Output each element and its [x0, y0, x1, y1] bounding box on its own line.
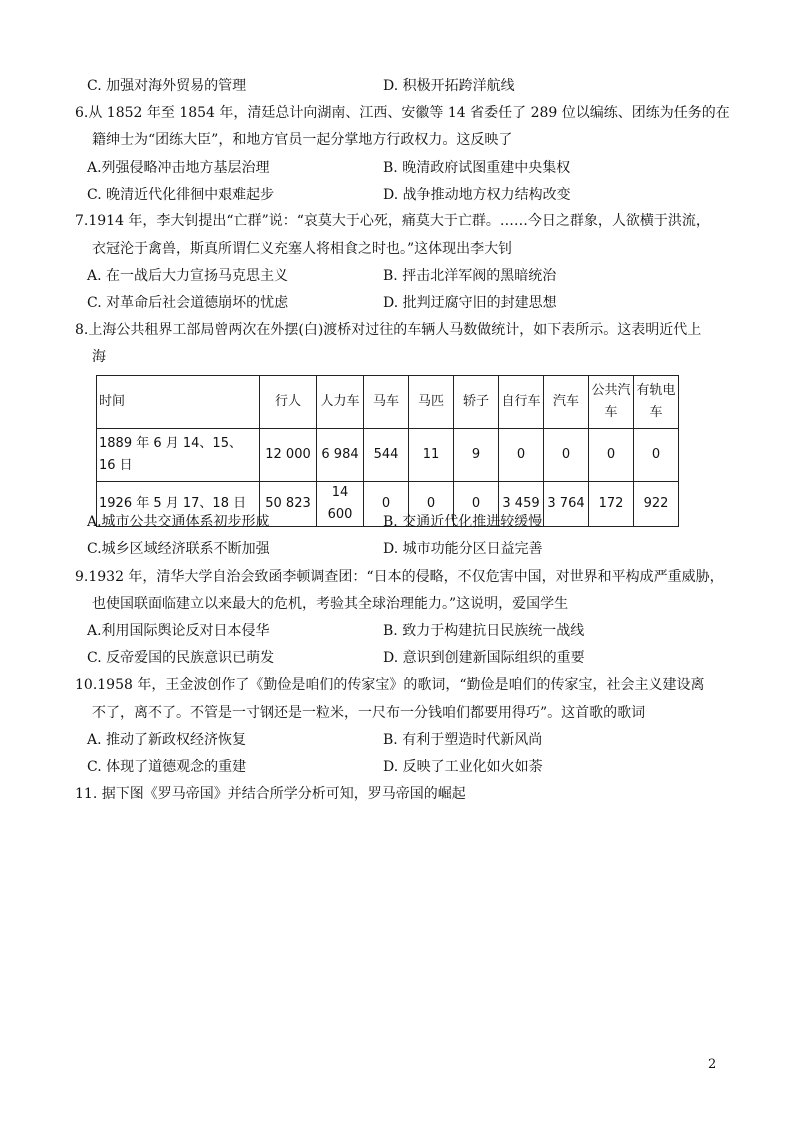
q6-option-b: B. 晚清政府试图重建中央集权 [383, 160, 571, 176]
table-cell: 0 [364, 482, 409, 527]
q9-option-c: C. 反帝爱国的民族意识已萌发 [87, 650, 275, 666]
q9-option-b: B. 致力于构建抗日民族统一战线 [383, 623, 585, 639]
q10-stem-line1: 10.1958 年，王金波创作了《勤俭是咱们的传家宝》的歌词，“勤俭是咱们的传家宝，社会主义建设离 [75, 677, 705, 693]
q7-stem-line2: 衣冠沦于禽兽，斯真所谓仁义充塞人将相食之时也。”这体现出李大钊 [92, 241, 513, 257]
table-header-row [97, 376, 679, 429]
table-cell: 0 [544, 429, 589, 482]
header-bicycles: 自行车 [499, 376, 544, 429]
q9-stem-line2: 也使国联面临建立以来最大的危机，考验其全球治理能力。”这说明，爱国学生 [92, 596, 569, 612]
q7-stem-line1: 7.1914 年，李大钊提出“亡群”说：“哀莫大于心死，痛莫大于亡群。……今日之群象，人欲横于洪流， [75, 213, 710, 229]
header-trams: 有轨电车 [634, 376, 679, 429]
table-cell: 0 [454, 482, 499, 527]
traffic-statistics-table [96, 375, 679, 527]
q6-stem-line1: 6.从 1852 年至 1854 年，清廷总计向湖南、江西、安徽等 14 省委任了 289 位以编练、团练为任务的在 [75, 105, 730, 121]
q8-option-c: C.城乡区域经济联系不断加强 [87, 541, 270, 557]
q9-option-a: A.利用国际舆论反对日本侵华 [87, 623, 270, 639]
table-cell: 12 000 [260, 429, 317, 482]
header-time: 时间 [97, 376, 260, 429]
page-number: 2 [708, 1057, 717, 1072]
table-cell: 544 [364, 429, 409, 482]
q10-stem-line2: 不了，离不了。不管是一寸钢还是一粒米，一尺布一分钱咱们都要用得巧”。这首歌的歌词 [92, 705, 646, 721]
q10-option-c: C. 体现了道德观念的重建 [87, 759, 247, 775]
table-cell: 50 823 [260, 482, 317, 527]
header-horses: 马匹 [409, 376, 454, 429]
table-cell: 0 [634, 429, 679, 482]
table-cell: 14 600 [317, 482, 364, 527]
q7-option-b: B. 抨击北洋军阀的黑暗统治 [383, 268, 557, 284]
q8-option-d: D. 城市功能分区日益完善 [383, 541, 543, 557]
q11-stem-line1: 11. 据下图《罗马帝国》并结合所学分析可知，罗马帝国的崛起 [75, 786, 466, 802]
q8-stem-line1: 8.上海公共租界工部局曾两次在外摆(白)渡桥对过往的车辆人马数做统计，如下表所示。这表明近代上 [75, 322, 702, 338]
q6-stem-line2: 籍绅士为“团练大臣”，和地方官员一起分掌地方行政权力。这反映了 [92, 132, 513, 148]
table-row [97, 429, 679, 482]
header-buses: 公共汽车 [589, 376, 634, 429]
table-cell: 6 984 [317, 429, 364, 482]
table-cell: 0 [589, 429, 634, 482]
table-cell: 922 [634, 482, 679, 527]
q9-stem-line1: 9.1932 年，清华大学自治会致函李顿调查团：“日本的侵略，不仅危害中国，对世界和平构成严重威胁， [75, 569, 724, 585]
table-cell: 9 [454, 429, 499, 482]
q10-option-d: D. 反映了工业化如火如荼 [383, 759, 543, 775]
header-carriages: 马车 [364, 376, 409, 429]
header-cars: 汽车 [544, 376, 589, 429]
table-cell: 3 459 [499, 482, 544, 527]
q7-option-c: C. 对革命后社会道德崩坏的忧虑 [87, 295, 289, 311]
table-cell: 0 [409, 482, 454, 527]
q5-option-d: D. 积极开拓跨洋航线 [383, 78, 515, 94]
q6-option-d: D. 战争推动地方权力结构改变 [383, 187, 571, 203]
table-cell: 0 [499, 429, 544, 482]
q8-stem-line2: 海 [92, 349, 106, 365]
q10-option-b: B. 有利于塑造时代新风尚 [383, 732, 543, 748]
q8-option-b: B. 交通近代化推进较缓慢 [383, 514, 543, 530]
table-cell: 172 [589, 482, 634, 527]
q6-option-a: A.列强侵略冲击地方基层治理 [87, 160, 270, 176]
q5-option-c: C. 加强对海外贸易的管理 [87, 78, 247, 94]
table-cell: 3 764 [544, 482, 589, 527]
header-sedans: 轿子 [454, 376, 499, 429]
header-rickshaws: 人力车 [317, 376, 364, 429]
table-cell: 11 [409, 429, 454, 482]
q10-option-a: A. 推动了新政权经济恢复 [87, 732, 247, 748]
q7-option-a: A. 在一战后大力宣扬马克思主义 [87, 268, 289, 284]
q8-option-a: A.城市公共交通体系初步形成 [87, 514, 270, 530]
q6-option-c: C. 晚清近代化徘徊中艰难起步 [87, 187, 275, 203]
table-cell: 1926 年 5 月 17、18 日 [97, 482, 260, 527]
q9-option-d: D. 意识到创建新国际组织的重要 [383, 650, 585, 666]
table-cell: 1889 年 6 月 14、15、16 日 [97, 429, 260, 482]
q7-option-d: D. 批判迂腐守旧的封建思想 [383, 295, 557, 311]
header-pedestrians: 行人 [260, 376, 317, 429]
